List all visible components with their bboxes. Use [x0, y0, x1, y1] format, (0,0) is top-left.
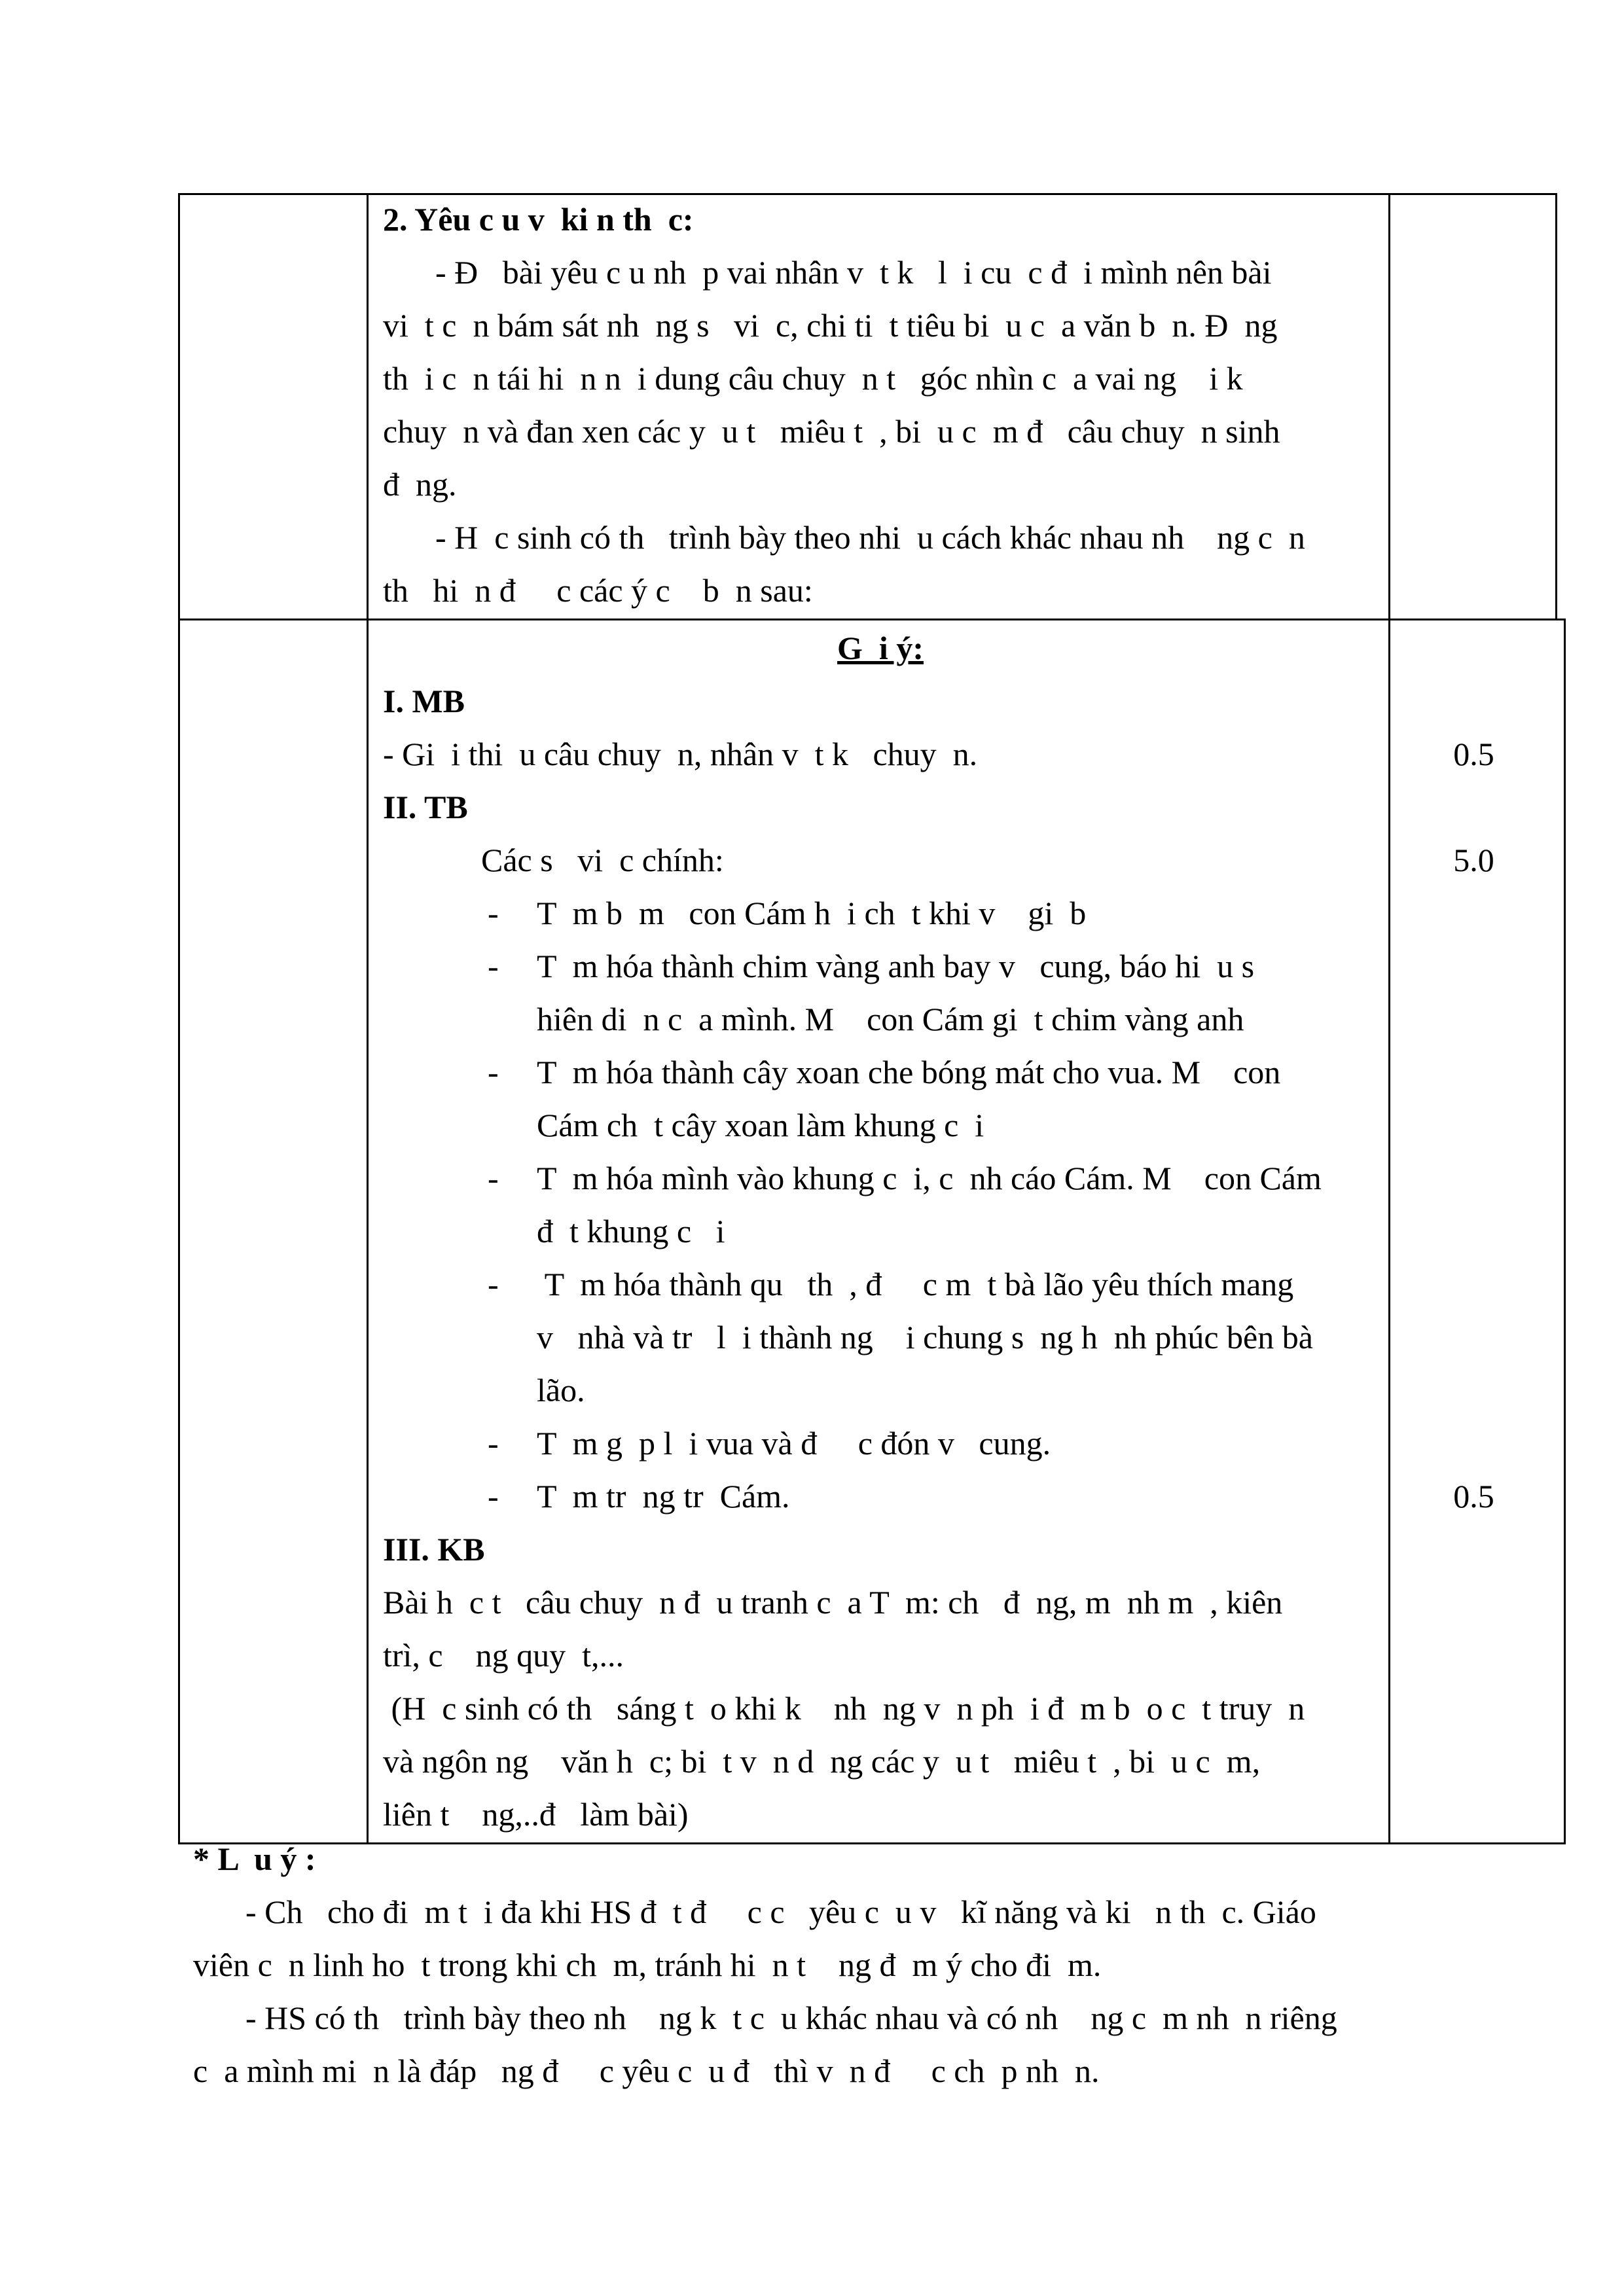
text-line: - H c sinh có th trình bày theo nhi u cách khác nhau nh ng c n: [435, 519, 1305, 556]
kb-text: liên t ng,..đ làm bài): [383, 1796, 689, 1833]
top-content-cell: [383, 193, 1378, 617]
text-line: th hi n đ c các ý c b n sau:: [383, 572, 813, 609]
text-line: vi t c n bám sát nh ng s vi c, chi ti t tiêu bi u c a văn b n. Đ ng: [383, 307, 1278, 344]
text-line: đ ng.: [383, 466, 457, 503]
kb-text: trì, c ng quy t,...: [383, 1637, 624, 1674]
event-item-continuation: lão.: [537, 1372, 585, 1408]
event-item-continuation: hiên di n c a mình. M con Cám gi t chim vàng anh: [537, 1001, 1244, 1037]
notes-line: - HS có th trình bày theo nh ng k t c u khác nhau và có nh ng c m nh n riêng: [245, 2000, 1337, 2036]
score-tb: 5.0: [1453, 842, 1494, 878]
kb-title: III. KB: [383, 1531, 485, 1568]
main-content-cell: [383, 622, 1378, 1841]
notes-line: viên c n linh ho t trong khi ch m, tránh hi n t ng đ m ý cho đi m.: [193, 1946, 1102, 1983]
text-line: th i c n tái hi n n i dung câu chuy n t góc nhìn c a vai ng i k: [383, 360, 1243, 397]
kb-text: và ngôn ng văn h c; bi t v n d ng các y u t miêu t , bi u c m,: [383, 1743, 1261, 1780]
notes-title: * L u ý :: [193, 1840, 316, 1877]
main-table-col-divider-2: [1388, 619, 1390, 1844]
tb-title: II. TB: [383, 789, 468, 825]
event-item: - T m hóa thành chim vàng anh bay v cung, báo hi u s: [488, 948, 1255, 984]
top-table-col-divider-1: [367, 193, 369, 619]
kb-text: (H c sinh có th sáng t o khi k nh ng v n ph i đ m b o c t truy n: [383, 1690, 1305, 1727]
event-item: - T m tr ng tr Cám.: [488, 1478, 790, 1515]
main-table-col-divider-1: [367, 619, 369, 1844]
notes-line: - Ch cho đi m t i đa khi HS đ t đ c c yêu c u v kĩ năng và ki n th c. Giáo: [245, 1893, 1316, 1930]
mb-title: I. MB: [383, 683, 465, 719]
score-mb: 0.5: [1453, 736, 1494, 772]
section-heading: 2. Yêu c u v ki n th c:: [383, 201, 694, 238]
notes-line: c a mình mi n là đáp ng đ c yêu c u đ thì v n đ c ch p nh n.: [193, 2053, 1100, 2089]
top-table-col-divider-2: [1388, 193, 1390, 619]
event-item: - T m g p l i vua và đ c đón v cung.: [488, 1425, 1051, 1462]
text-line: chuy n và đan xen các y u t miêu t , bi u c m đ câu chuy n sinh: [383, 413, 1280, 450]
text-line: - Đ bài yêu c u nh p vai nhân v t k l i cu c đ i mình nên bài: [435, 254, 1272, 291]
hint-heading: G i ý:: [837, 630, 924, 666]
event-item: - T m b m con Cám h i ch t khi v gi b: [488, 895, 1087, 931]
event-item-continuation: v nhà và tr l i thành ng i chung s ng h nh phúc bên bà: [537, 1319, 1313, 1355]
mb-text: - Gi i thi u câu chuy n, nhân v t k chuy n.: [383, 736, 978, 772]
score-tb-last: 0.5: [1453, 1478, 1494, 1515]
kb-text: Bài h c t câu chuy n đ u tranh c a T m: ch đ ng, m nh m , kiên: [383, 1584, 1283, 1621]
event-item-continuation: đ t khung c i: [537, 1213, 725, 1249]
tb-intro: Các s vi c chính:: [481, 842, 724, 878]
event-item-continuation: Cám ch t cây xoan làm khung c i: [537, 1107, 984, 1143]
event-item: - T m hóa mình vào khung c i, c nh cáo Cám. M con Cám: [488, 1160, 1322, 1196]
event-item: - T m hóa thành cây xoan che bóng mát cho vua. M con: [488, 1054, 1281, 1090]
event-item: - T m hóa thành qu th , đ c m t bà lão yêu thích mang: [488, 1266, 1294, 1302]
notes-section: [193, 1833, 1411, 2098]
